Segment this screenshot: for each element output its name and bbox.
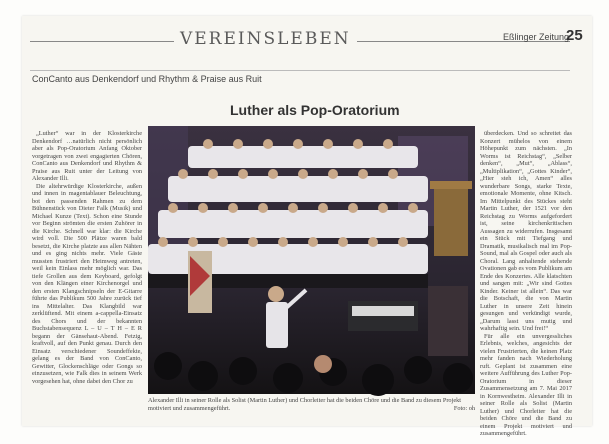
article-column-right <box>480 130 572 437</box>
newspaper-name: Eßlinger Zeitung <box>503 32 570 42</box>
article-kicker: ConCanto aus Denkendorf und Rhythm & Praise aus Ruit <box>32 74 262 84</box>
caption-text: Alexander Illi in seiner Rolle als Solist (Martin Luther) und Chorleiter hat die beiden Chöre und die Band zu diesem Projekt motiviert und zusammengeführt. <box>148 397 462 412</box>
photo-credit: Foto: oh <box>453 404 475 412</box>
article-headline: Luther als Pop-Oratorium <box>230 102 400 118</box>
paragraph: Für alle ein unvergessliches Erlebnis, welches, angesichts der vielen Frustrierten, die keinen Platz mehr fanden nach Wiederholung ruft. Geplant ist zusammen eine weitere Aufführung des Luther Pop-Oratorium in dieser Zusammensetzung am 7. Mai 2017 in Kornwestheim. Alexander Illi in seiner Rolle als Solist (Martin Luther) und Chorleiter hat die beiden Chöre und die Band zu einem Projekt motiviert und zusammengeführt. <box>480 332 572 437</box>
paragraph: „Luther“ war in der Klosterkirche Denkendorf …natürlich nicht persönlich aber als Pop-Oratorium Anfang Oktober vorgetragen von zwei engagierten Chören, ConCanto aus Denkendorf und Rhythm & Praise aus Ruit unter der Leitung von Alexander Illi. <box>32 130 142 182</box>
section-title: VEREINSLEBEN <box>174 29 357 49</box>
choir-photo <box>148 126 475 394</box>
paragraph: Die altehrwürdige Klosterkirche, außen und innen in magentablauer Beleuchtung, bot den passenden Rahmen zu dem Bühnenstück von Dieter Falk (Musik) und Michael Kunze (Text). Schon eine Stunde vor Beginn strömten die ersten Zuhörer in die Kirche. Schnell war klar: die Kirche wird voll. Die 500 Plätze waren bald besetzt, die Kirche platzte aus allen Nähten und es ging nichts mehr. Viele Gäste mussten frustriert den Heimweg antreten, weil kein Einlass mehr möglich war. Das tiefe Grollen aus dem Keyboard, gefolgt von den Klängen einer Kirchenorgel und den ersten Klangschnipseln der E-Gitarre führte das Publikum 500 Jahre zurück tief ins Mittelalter. Das Klangbild war zerklüftend. Mit einem a-cappella-Einsatz des Chors und der bekannten Buchstabensequenz L – U – T H – E R begann der Gänsehaut-Abend. Fetzig, kraftvoll, auf den Punkt genau. Durch den Einsatz verschiedener Soundeffekte, gelang es der Band von ConCanto, Gewitter, Glockenschläge oder Gongs so einzusetzen, wie Falk dies in seinem Werk vorgesehen hat, ohne dabei den Chor zu <box>32 182 142 385</box>
article-column-left <box>32 130 142 420</box>
kicker-rule <box>30 70 570 71</box>
page-number: 25 <box>566 27 583 44</box>
photo-caption <box>148 397 475 412</box>
choir-photo-illustration <box>148 126 475 394</box>
paragraph: überdecken. Und so schreitet das Konzert mühelos von einem Höhepunkt zum nächsten. „In Worms ist Reichstag“, „Selber denken“, „Mut“, „Ablass“, „Multiplikation“, „Gottes Kinder“, „Hier steh ich, Amen“ alles wunderbare Songs, starke Texte, emotionale Momente, ohne Kitsch. Im Mittelpunkt des Stückes steht Martin Luther, der 1521 vor den Reichstag zu Worms aufgefordert ist, seine kirchenkritischen Aussagen zu widerrufen. Insgesamt ein Stück mit Tiefgang und Dramatik, musikalisch mal im Pop-Sound, mal als Gospel oder auch als Choral. Lang anhaltende stehende Ovationen gab es vom Publikum am Ende des Konzertes. Alle klatschten und sangen mit: „Wir sind Gottes Kinder. Keiner ist allein“. Das war die Botschaft, die von Martin Luther in unsere Zeit hinein gesungen und verkündigt wurde, „Darum lasst uns mutig und wahrhaftig sein. Und frei!“ <box>480 130 572 332</box>
